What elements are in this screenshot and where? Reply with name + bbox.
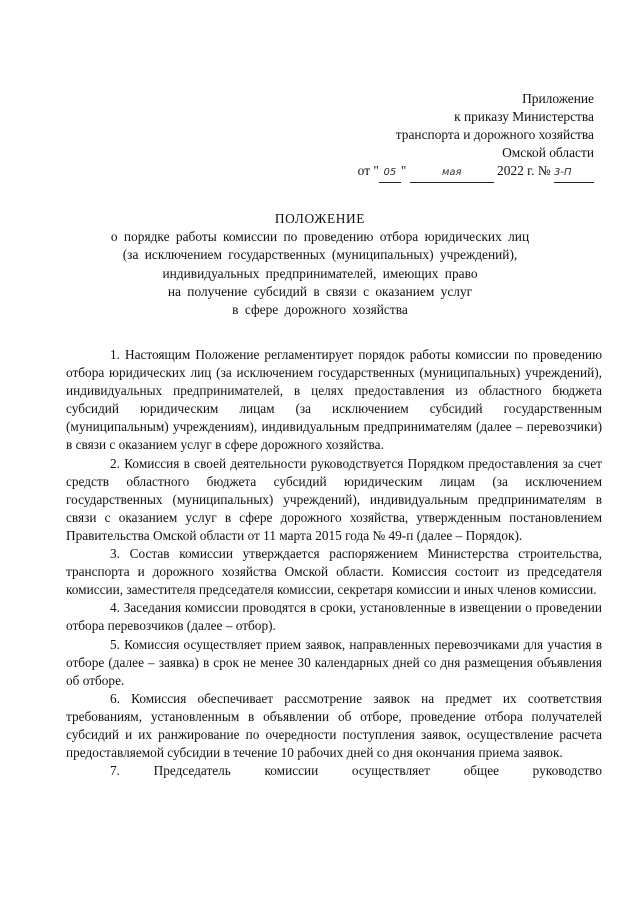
paragraph-4: 4. Заседания комиссии проводятся в сроки, установленные в извещении о проведении отбора перевозчиков (далее – отбор). <box>66 600 602 634</box>
date-month-field <box>410 162 494 183</box>
appendix-order-ref: к приказу Министерства <box>454 109 594 124</box>
date-day-field <box>379 162 401 183</box>
title-line-1: о порядке работы комиссии по проведению отбора юридических лиц <box>110 229 530 245</box>
document-title <box>40 210 600 319</box>
appendix-header <box>358 90 594 183</box>
order-number-field <box>554 162 594 183</box>
appendix-region: Омской области <box>502 145 594 160</box>
title-line-2: (за исключением государственных (муниципальных) учреждений), <box>122 247 518 263</box>
date-month: мая <box>441 167 462 178</box>
paragraph-7: 7. Председатель комиссии осуществляет общее руководство <box>110 763 602 779</box>
title-line-3: индивидуальных предпринимателей, имеющих право <box>162 265 478 281</box>
date-prefix: от " <box>357 163 379 178</box>
appendix-label: Приложение <box>522 91 594 106</box>
date-day: 05 <box>383 167 397 178</box>
appendix-ministry: транспорта и дорожного хозяйства <box>395 127 594 142</box>
paragraph-1: 1. Настоящим Положение регламентирует порядок работы комиссии по проведению отбора юридических лиц (за исключением государственных (муниципальных) учреждений), индивидуальных предпринимателей, в целях предоставления из областного бюджета субсидий юридическим лицам (за исключением субсидий государственным (муниципальным) учреждениям), индивидуальным предпринимателям (далее – перевозчики) в связи с оказанием услуг в сфере дорожного хозяйства. <box>66 347 602 453</box>
document-body <box>66 346 602 780</box>
date-year: 2022 г. № <box>497 163 551 178</box>
date-quote: " <box>400 163 407 178</box>
paragraph-2: 2. Комиссия в своей деятельности руководствуется Порядком предоставления за счет средств областного бюджета субсидий юридическим лицам (за исключением государственных (муниципальных) учреждений), индивидуальным предпринимателям в связи с оказанием услуг в сфере дорожного хозяйства, утвержденным постановлением Правительства Омской области от 11 марта 2015 года № 49-п (далее – Порядок). <box>66 455 602 543</box>
paragraph-3: 3. Состав комиссии утверждается распоряжением Министерства строительства, транспорта и дорожного хозяйства Омской области. Комиссия состоит из председателя комиссии, заместителя председателя комиссии, секретаря комиссии и иных членов комиссии. <box>66 546 602 598</box>
order-number: 3-П <box>554 167 572 178</box>
title-line-5: в сфере дорожного хозяйства <box>232 302 408 318</box>
title-line-4: на получение субсидий в связи с оказанием услуг <box>167 283 473 299</box>
title-heading: ПОЛОЖЕНИЕ <box>274 211 366 226</box>
paragraph-5: 5. Комиссия осуществляет прием заявок, направленных перевозчиками для участия в отборе (далее – заявка) в срок не менее 30 календарных дней со дня размещения объявления об отборе. <box>66 636 602 688</box>
paragraph-6: 6. Комиссия обеспечивает рассмотрение заявок на предмет их соответствия требованиям, установленным в объявлении об отборе, проведение отбора получателей субсидий и их ранжирование по очередности поступления заявок, осуществление расчета предоставляемой субсидии в течение 10 рабочих дней со дня окончания приема заявок. <box>66 690 602 761</box>
appendix-date-line <box>358 162 594 183</box>
